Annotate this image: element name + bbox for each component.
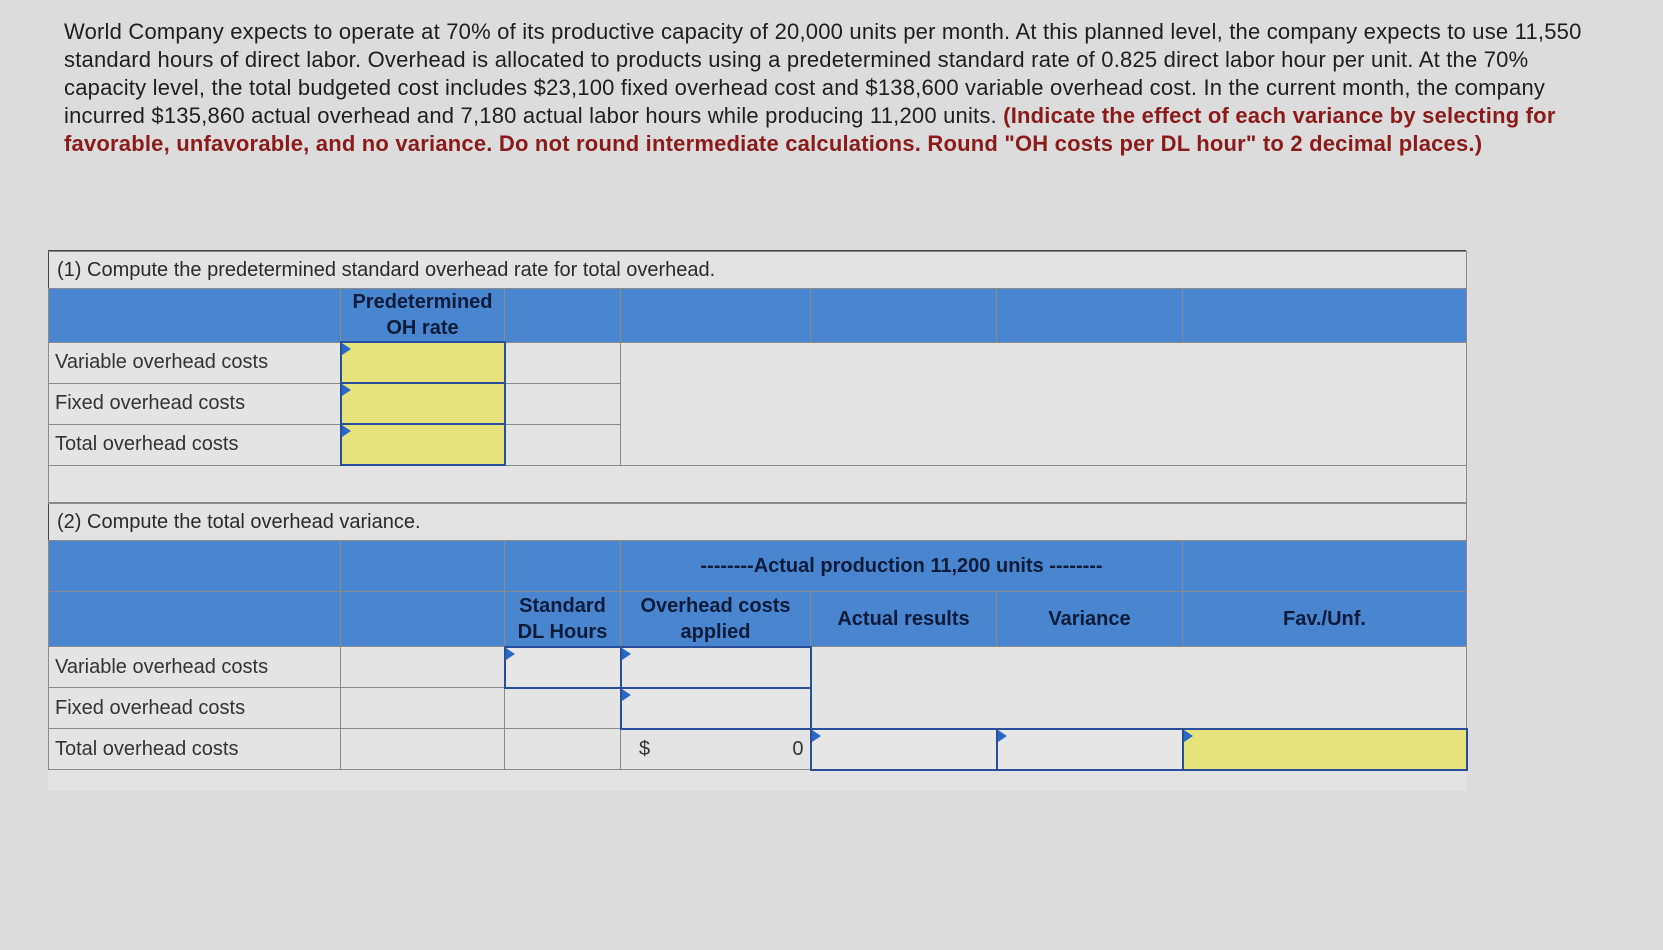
fixed-oh-applied-input[interactable] <box>621 688 811 729</box>
part1-title: (1) Compute the predetermined standard overhead rate for total overhead. <box>49 252 1467 289</box>
row-label-variable: Variable overhead costs <box>49 647 341 688</box>
actual-results-header: Actual results <box>811 592 997 647</box>
input-flag-icon <box>342 343 351 355</box>
answer-panel <box>48 250 1466 791</box>
fixed-oh-rate-input[interactable] <box>341 383 505 424</box>
input-flag-icon <box>506 648 515 660</box>
problem-instructions: (Indicate the effect of each variance by selecting for favorable, unfavorable, and no variance. Do not round intermediate calculations. Round "OH costs per DL hour" to 2 decimal places.) <box>64 103 1556 156</box>
total-actual-results-input[interactable] <box>811 729 997 770</box>
input-flag-icon <box>342 425 351 437</box>
input-flag-icon <box>622 689 631 701</box>
row-label-fixed: Fixed overhead costs <box>49 383 341 424</box>
fav-unf-header: Fav./Unf. <box>1183 592 1467 647</box>
variable-oh-applied-input[interactable] <box>621 647 811 688</box>
variance-header: Variance <box>997 592 1183 647</box>
part1-header-blank <box>49 289 341 343</box>
actual-production-header: --------Actual production 11,200 units -------- <box>621 541 1183 592</box>
input-flag-icon <box>998 730 1007 742</box>
currency-symbol: $ <box>639 737 651 760</box>
input-flag-icon <box>342 384 351 396</box>
row-label-total: Total overhead costs <box>49 729 341 770</box>
problem-statement <box>64 18 1584 158</box>
total-oh-applied-value <box>621 729 811 770</box>
part2-table <box>48 503 1468 771</box>
input-flag-icon <box>812 730 821 742</box>
total-oh-rate-input[interactable] <box>341 424 505 465</box>
variable-oh-rate-input[interactable] <box>341 342 505 383</box>
total-applied-amount: 0 <box>792 737 804 760</box>
overhead-applied-header: Overhead costs applied <box>621 592 811 647</box>
input-flag-icon <box>622 648 631 660</box>
part2-title: (2) Compute the total overhead variance. <box>49 504 1467 541</box>
variable-std-dl-hours-input[interactable] <box>505 647 621 688</box>
total-variance-input[interactable] <box>997 729 1183 770</box>
fav-unf-select[interactable] <box>1183 729 1467 770</box>
input-flag-icon <box>1184 730 1193 742</box>
predetermined-oh-rate-header: Predetermined OH rate <box>341 289 505 343</box>
problem-text: World Company expects to operate at 70% of its productive capacity of 20,000 units per month. At this planned level, the company expects to use 11,550 standard hours of direct labor. Overhead is allocated to products using a predetermined standard rate of 0.825 direct labor hour per unit. At the 70% capacity level, the total budgeted cost includes $23,100 fixed overhead cost and $138,600 variable overhead cost. In the current month, the company incurred $135,860 actual overhead and 7,180 actual labor hours while producing 11,200 units. <box>64 19 1582 128</box>
row-label-total: Total overhead costs <box>49 424 341 465</box>
row-label-variable: Variable overhead costs <box>49 342 341 383</box>
row-label-fixed: Fixed overhead costs <box>49 688 341 729</box>
part1-table <box>48 251 1467 503</box>
standard-dl-hours-header: Standard DL Hours <box>505 592 621 647</box>
